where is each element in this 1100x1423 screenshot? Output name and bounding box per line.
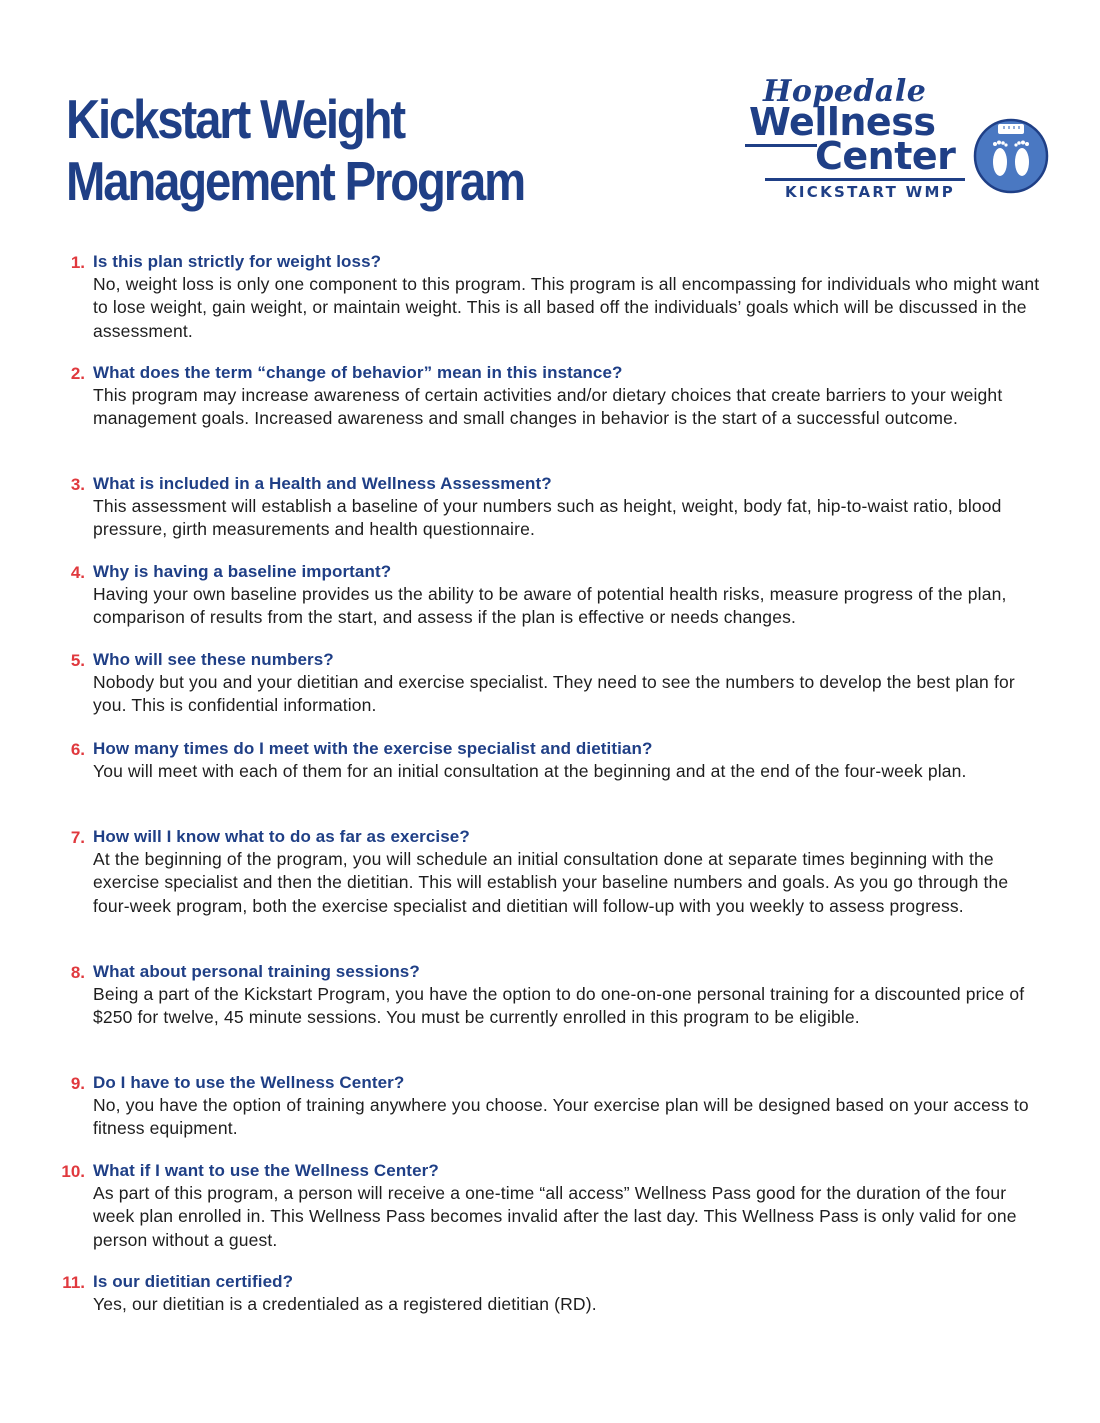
- faq-item: [0, 1159, 1100, 1252]
- faq-item: [0, 361, 1100, 431]
- faq-item: [0, 737, 1100, 783]
- faq-answer: At the beginning of the program, you will schedule an initial consultation done at separate times beginning with the exercise specialist and then the dietitian. This will establish your baseline numbers and goals. As you go through the four-week program, both the exercise specialist and dietitian will follow-up with you weekly to assess progress.: [93, 849, 1009, 916]
- faq-number: 5.: [70, 651, 85, 670]
- faq-answer: This assessment will establish a baseline of your numbers such as height, weight, body fat, hip-to-waist ratio, blood pressure, girth measurements and health questionnaire.: [93, 496, 1002, 540]
- faq-item: [0, 648, 1100, 718]
- faq-item: [0, 960, 1100, 1030]
- faq-answer: This program may increase awareness of certain activities and/or dietary choices that create barriers to your weight management goals. Increased awareness and small changes in behavior is the start of a successful outcome.: [93, 385, 1003, 429]
- faq-question: Is this plan strictly for weight loss?: [93, 252, 382, 271]
- faq-question: Is our dietitian certified?: [93, 1272, 294, 1291]
- faq-item: [0, 1071, 1100, 1141]
- faq-answer: Yes, our dietitian is a credentialed as a registered dietitian (RD).: [93, 1294, 597, 1314]
- logo-word-wellness: Wellness: [749, 100, 936, 144]
- scale-feet-icon: [973, 118, 1049, 194]
- faq-question: How will I know what to do as far as exercise?: [93, 827, 470, 846]
- faq-number: 7.: [70, 828, 85, 847]
- faq-number: 8.: [70, 963, 85, 982]
- faq-answer: You will meet with each of them for an initial consultation at the beginning and at the end of the four-week plan.: [93, 761, 967, 781]
- logo-word-center: Center: [815, 134, 956, 178]
- faq-number: 3.: [70, 475, 85, 494]
- wellness-center-logo: [745, 74, 1055, 204]
- faq-question: What if I want to use the Wellness Center?: [93, 1161, 439, 1180]
- logo-subtitle: KICKSTART WMP: [785, 183, 956, 201]
- faq-number: 4.: [70, 563, 85, 582]
- faq-number: 11.: [62, 1273, 85, 1292]
- faq-answer: Having your own baseline provides us the ability to be aware of potential health risks, measure progress of the plan, comparison of results from the start, and assess if the plan is effective or needs changes.: [93, 584, 1007, 628]
- faq-question: Who will see these numbers?: [93, 650, 334, 669]
- page-title: [66, 88, 548, 212]
- faq-item: [0, 472, 1100, 542]
- faq-item: [0, 250, 1100, 343]
- faq-question: What about personal training sessions?: [93, 962, 420, 981]
- faq-item: [0, 1270, 1100, 1316]
- title-line-2: Management Program: [66, 150, 525, 212]
- logo-script-text: Hopedale: [763, 74, 927, 109]
- faq-answer: No, weight loss is only one component to this program. This program is all encompassing for individuals who might want to lose weight, gain weight, or maintain weight. This is all based off the individuals’ goals which will be discussed in the assessment.: [93, 274, 1040, 341]
- faq-number: 2.: [70, 364, 85, 383]
- faq-answer: No, you have the option of training anywhere you choose. Your exercise plan will be designed based on your access to fitness equipment.: [93, 1095, 1029, 1139]
- logo-rule-bottom: [765, 178, 965, 181]
- faq-item: [0, 825, 1100, 918]
- faq-answer: Nobody but you and your dietitian and exercise specialist. They need to see the numbers to develop the best plan for you. This is confidential information.: [93, 672, 1015, 716]
- title-line-1: Kickstart Weight: [66, 88, 404, 150]
- faq-question: Why is having a baseline important?: [93, 562, 392, 581]
- faq-answer: Being a part of the Kickstart Program, you have the option to do one-on-one personal training for a discounted price of $250 for twelve, 45 minute sessions. You must be currently enrolled in this program to be eligible.: [93, 984, 1025, 1028]
- logo-rule-top: [745, 144, 817, 147]
- faq-question: What does the term “change of behavior” mean in this instance?: [93, 363, 623, 382]
- faq-item: [0, 560, 1100, 630]
- faq-number: 9.: [70, 1074, 85, 1093]
- faq-number: 6.: [70, 740, 85, 759]
- faq-question: What is included in a Health and Wellness Assessment?: [93, 474, 552, 493]
- faq-number: 10.: [61, 1162, 85, 1181]
- faq-answer: As part of this program, a person will receive a one-time “all access” Wellness Pass good for the duration of the four week plan enrolled in. This Wellness Pass becomes invalid after the last day. This Wellness Pass is only valid for one person without a guest.: [93, 1183, 1017, 1250]
- faq-number: 1.: [70, 253, 85, 272]
- faq-question: How many times do I meet with the exercise specialist and dietitian?: [93, 739, 653, 758]
- faq-question: Do I have to use the Wellness Center?: [93, 1073, 405, 1092]
